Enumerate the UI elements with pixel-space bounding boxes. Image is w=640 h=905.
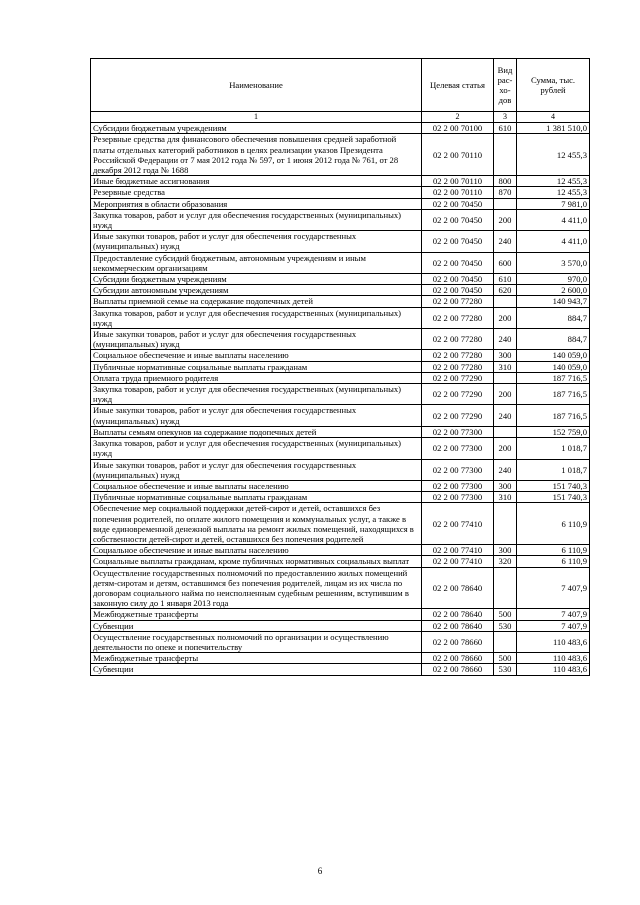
cell-vid: 610 — [494, 123, 517, 134]
cell-sum: 1 018,7 — [517, 459, 590, 480]
cell-code: 02 2 00 77410 — [422, 503, 494, 545]
cell-code: 02 2 00 77290 — [422, 405, 494, 426]
cell-vid: 530 — [494, 620, 517, 631]
cell-sum: 7 981,0 — [517, 198, 590, 209]
numbering-cell: 1 — [91, 112, 422, 123]
cell-sum: 140 059,0 — [517, 350, 590, 361]
cell-code: 02 2 00 70450 — [422, 231, 494, 252]
cell-sum: 110 483,6 — [517, 664, 590, 675]
cell-sum: 7 407,9 — [517, 620, 590, 631]
cell-vid: 530 — [494, 664, 517, 675]
cell-code: 02 2 00 77300 — [422, 480, 494, 491]
table-row — [91, 664, 590, 675]
table-row — [91, 492, 590, 503]
cell-code: 02 2 00 70450 — [422, 252, 494, 273]
cell-name: Закупка товаров, работ и услуг для обеспечения государственных (муниципальных) нужд — [91, 209, 422, 230]
cell-name: Публичные нормативные социальные выплаты гражданам — [91, 361, 422, 372]
cell-code: 02 2 00 78660 — [422, 653, 494, 664]
cell-code: 02 2 00 77290 — [422, 384, 494, 405]
cell-name: Публичные нормативные социальные выплаты гражданам — [91, 492, 422, 503]
cell-name: Выплаты семьям опекунов на содержание подопечных детей — [91, 426, 422, 437]
header-vid: Вид рас-хо-дов — [494, 59, 517, 112]
cell-code: 02 2 00 77280 — [422, 296, 494, 307]
table-row — [91, 296, 590, 307]
cell-sum: 187 716,5 — [517, 405, 590, 426]
cell-vid — [494, 372, 517, 383]
cell-sum: 151 740,3 — [517, 492, 590, 503]
cell-code: 02 2 00 77410 — [422, 545, 494, 556]
header-code: Целевая статья — [422, 59, 494, 112]
cell-vid: 200 — [494, 307, 517, 328]
cell-sum: 1 018,7 — [517, 438, 590, 459]
document-page — [90, 58, 589, 676]
cell-code: 02 2 00 70450 — [422, 285, 494, 296]
cell-code: 02 2 00 78640 — [422, 609, 494, 620]
table-row — [91, 620, 590, 631]
cell-vid: 300 — [494, 480, 517, 491]
cell-code: 02 2 00 77280 — [422, 307, 494, 328]
cell-sum: 187 716,5 — [517, 384, 590, 405]
cell-sum: 151 740,3 — [517, 480, 590, 491]
table-row — [91, 405, 590, 426]
cell-vid: 800 — [494, 176, 517, 187]
cell-name: Осуществление государственных полномочий по организации и осуществлению деятельности по опеке и попечительству — [91, 631, 422, 652]
cell-name: Субсидии бюджетным учреждениям — [91, 123, 422, 134]
table-row — [91, 372, 590, 383]
cell-name: Субсидии бюджетным учреждениям — [91, 274, 422, 285]
cell-vid: 310 — [494, 361, 517, 372]
table-row — [91, 545, 590, 556]
cell-name: Иные бюджетные ассигнования — [91, 176, 422, 187]
cell-code: 02 2 00 70110 — [422, 134, 494, 176]
cell-vid: 300 — [494, 545, 517, 556]
cell-sum: 3 570,0 — [517, 252, 590, 273]
cell-sum: 110 483,6 — [517, 631, 590, 652]
table-row — [91, 176, 590, 187]
cell-name: Социальные выплаты гражданам, кроме публичных нормативных социальных выплат — [91, 556, 422, 567]
cell-sum: 12 455,3 — [517, 134, 590, 176]
cell-vid — [494, 296, 517, 307]
cell-name: Предоставление субсидий бюджетным, автономным учреждениям и иным некоммерческим организациям — [91, 252, 422, 273]
cell-vid: 200 — [494, 438, 517, 459]
cell-code: 02 2 00 77300 — [422, 426, 494, 437]
cell-name: Межбюджетные трансферты — [91, 609, 422, 620]
cell-sum: 187 716,5 — [517, 372, 590, 383]
table-row — [91, 459, 590, 480]
cell-sum: 6 110,9 — [517, 556, 590, 567]
table-row — [91, 609, 590, 620]
table-row — [91, 307, 590, 328]
cell-vid — [494, 503, 517, 545]
table-body — [91, 123, 590, 675]
cell-vid — [494, 631, 517, 652]
table-row — [91, 209, 590, 230]
table-row — [91, 350, 590, 361]
cell-vid: 600 — [494, 252, 517, 273]
cell-sum: 12 455,3 — [517, 176, 590, 187]
budget-table — [90, 58, 590, 676]
table-row — [91, 252, 590, 273]
cell-vid: 320 — [494, 556, 517, 567]
cell-vid: 200 — [494, 384, 517, 405]
cell-code: 02 2 00 77280 — [422, 361, 494, 372]
cell-name: Межбюджетные трансферты — [91, 653, 422, 664]
table-row — [91, 134, 590, 176]
cell-code: 02 2 00 78640 — [422, 567, 494, 609]
table-row — [91, 631, 590, 652]
cell-vid: 240 — [494, 459, 517, 480]
cell-sum: 140 059,0 — [517, 361, 590, 372]
cell-code: 02 2 00 77300 — [422, 438, 494, 459]
numbering-cell: 4 — [517, 112, 590, 123]
cell-sum: 152 759,0 — [517, 426, 590, 437]
cell-sum: 884,7 — [517, 307, 590, 328]
cell-vid: 500 — [494, 609, 517, 620]
table-row — [91, 384, 590, 405]
cell-sum: 4 411,0 — [517, 231, 590, 252]
cell-sum: 7 407,9 — [517, 567, 590, 609]
cell-name: Иные закупки товаров, работ и услуг для обеспечения государственных (муниципальных) нужд — [91, 231, 422, 252]
table-row — [91, 503, 590, 545]
cell-vid: 500 — [494, 653, 517, 664]
numbering-cell: 2 — [422, 112, 494, 123]
cell-vid — [494, 426, 517, 437]
page-number: 6 — [317, 866, 323, 876]
cell-code: 02 2 00 77280 — [422, 329, 494, 350]
cell-vid: 240 — [494, 329, 517, 350]
cell-vid: 610 — [494, 274, 517, 285]
numbering-row — [91, 112, 590, 123]
cell-name: Социальное обеспечение и иные выплаты населению — [91, 480, 422, 491]
cell-sum: 6 110,9 — [517, 503, 590, 545]
cell-sum: 2 600,0 — [517, 285, 590, 296]
cell-name: Социальное обеспечение и иные выплаты населению — [91, 545, 422, 556]
cell-code: 02 2 00 77300 — [422, 492, 494, 503]
cell-sum: 4 411,0 — [517, 209, 590, 230]
cell-name: Закупка товаров, работ и услуг для обеспечения государственных (муниципальных) нужд — [91, 438, 422, 459]
table-row — [91, 187, 590, 198]
cell-code: 02 2 00 70450 — [422, 274, 494, 285]
cell-vid — [494, 134, 517, 176]
cell-sum: 1 381 510,0 — [517, 123, 590, 134]
cell-vid: 870 — [494, 187, 517, 198]
cell-code: 02 2 00 77410 — [422, 556, 494, 567]
cell-name: Выплаты приемной семье на содержание подопечных детей — [91, 296, 422, 307]
cell-name: Резервные средства для финансового обеспечения повышения средней заработной платы отдельных категорий работников в целях реализации указов Президента Российской Федерации от 7 мая 2012 года № 597, от 1 июня 2012 года № 761, от 28 декабря 2012 года № 1688 — [91, 134, 422, 176]
cell-name: Резервные средства — [91, 187, 422, 198]
cell-name: Закупка товаров, работ и услуг для обеспечения государственных (муниципальных) нужд — [91, 307, 422, 328]
cell-code: 02 2 00 77280 — [422, 350, 494, 361]
table-row — [91, 438, 590, 459]
header-row — [91, 59, 590, 112]
table-row — [91, 556, 590, 567]
cell-vid: 200 — [494, 209, 517, 230]
cell-name: Субвенции — [91, 620, 422, 631]
cell-code: 02 2 00 70110 — [422, 176, 494, 187]
cell-code: 02 2 00 78660 — [422, 664, 494, 675]
cell-sum: 970,0 — [517, 274, 590, 285]
table-row — [91, 653, 590, 664]
header-sum: Сумма, тыс. рублей — [517, 59, 590, 112]
cell-sum: 12 455,3 — [517, 187, 590, 198]
cell-name: Иные закупки товаров, работ и услуг для обеспечения государственных (муниципальных) нужд — [91, 329, 422, 350]
numbering-cell: 3 — [494, 112, 517, 123]
cell-vid — [494, 198, 517, 209]
table-header — [91, 59, 590, 123]
cell-code: 02 2 00 70450 — [422, 209, 494, 230]
cell-code: 02 2 00 77300 — [422, 459, 494, 480]
cell-name: Обеспечение мер социальной поддержки детей-сирот и детей, оставшихся без попечения родителей, по оплате жилого помещения и коммунальных услуг, а также в виде единовременной денежной выплаты на ремонт жилых помещений, находящихся в собственности детей-сирот и детей, оставшихся без попечения родителей — [91, 503, 422, 545]
table-row — [91, 198, 590, 209]
table-row — [91, 329, 590, 350]
table-row — [91, 231, 590, 252]
header-name: Наименование — [91, 59, 422, 112]
cell-name: Оплата труда приемного родителя — [91, 372, 422, 383]
cell-code: 02 2 00 77290 — [422, 372, 494, 383]
table-row — [91, 274, 590, 285]
cell-sum: 110 483,6 — [517, 653, 590, 664]
cell-sum: 884,7 — [517, 329, 590, 350]
cell-name: Субсидии автономным учреждениям — [91, 285, 422, 296]
cell-code: 02 2 00 70450 — [422, 198, 494, 209]
cell-name: Социальное обеспечение и иные выплаты населению — [91, 350, 422, 361]
cell-vid: 310 — [494, 492, 517, 503]
table-row — [91, 480, 590, 491]
cell-code: 02 2 00 78640 — [422, 620, 494, 631]
cell-code: 02 2 00 70110 — [422, 187, 494, 198]
cell-name: Иные закупки товаров, работ и услуг для обеспечения государственных (муниципальных) нужд — [91, 459, 422, 480]
cell-vid: 300 — [494, 350, 517, 361]
cell-sum: 6 110,9 — [517, 545, 590, 556]
cell-name: Осуществление государственных полномочий по предоставлению жилых помещений детям-сиротам и детям, оставшимся без попечения родителей, лицам из их числа по договорам социального найма по неисполненным судебным решениям, вступившим в законную силу до 1 января 2013 года — [91, 567, 422, 609]
cell-name: Мероприятия в области образования — [91, 198, 422, 209]
cell-vid: 240 — [494, 231, 517, 252]
cell-sum: 7 407,9 — [517, 609, 590, 620]
cell-vid: 620 — [494, 285, 517, 296]
cell-name: Субвенции — [91, 664, 422, 675]
cell-vid: 240 — [494, 405, 517, 426]
cell-sum: 140 943,7 — [517, 296, 590, 307]
table-row — [91, 361, 590, 372]
table-row — [91, 426, 590, 437]
cell-name: Иные закупки товаров, работ и услуг для обеспечения государственных (муниципальных) нужд — [91, 405, 422, 426]
table-row — [91, 567, 590, 609]
cell-code: 02 2 00 78660 — [422, 631, 494, 652]
cell-code: 02 2 00 70100 — [422, 123, 494, 134]
cell-name: Закупка товаров, работ и услуг для обеспечения государственных (муниципальных) нужд — [91, 384, 422, 405]
table-row — [91, 123, 590, 134]
cell-vid — [494, 567, 517, 609]
table-row — [91, 285, 590, 296]
